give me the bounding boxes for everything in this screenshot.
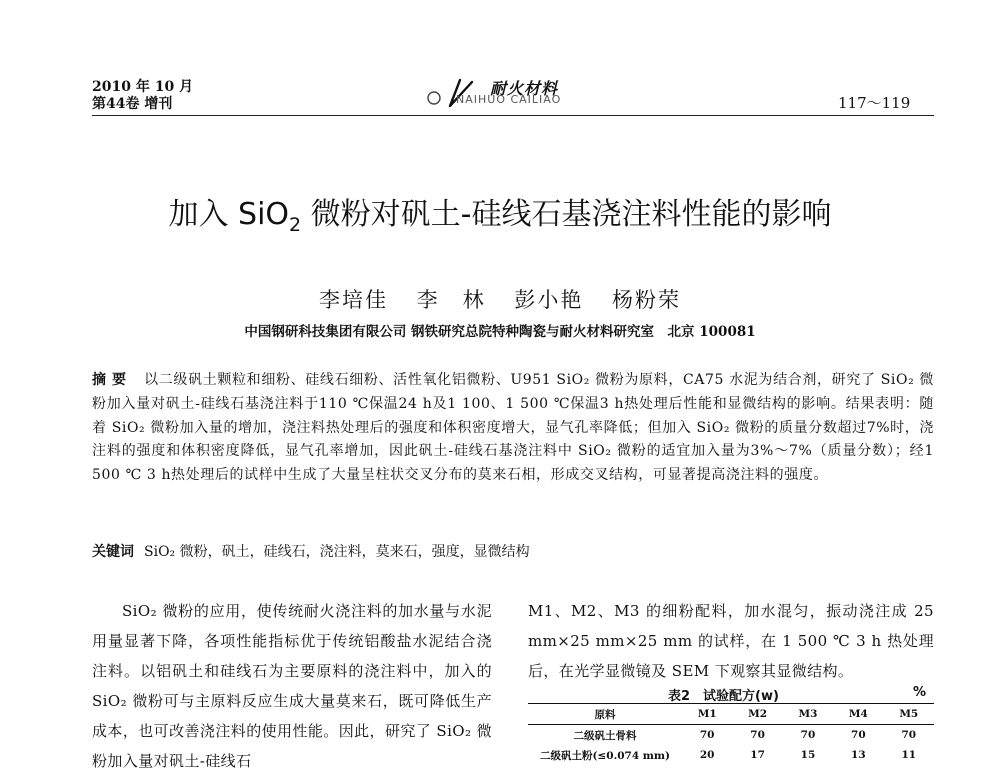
table-caption-text: 表2 试验配方(w) [668,689,779,704]
table-cell: 13 [851,749,866,761]
journal-issue-info [92,79,193,113]
table-cell: 15 [800,749,816,761]
keywords-label: 关键词 [92,544,134,560]
table-cell: 70 [851,729,866,741]
table-cell: 70 [699,729,715,741]
table-row [528,725,934,746]
formulation-table [528,703,934,765]
table-header-cell: 原料 [594,708,616,721]
table-cell: 11 [901,749,917,761]
keywords-text: SiO₂ 微粉，矾土，硅线石，浇注料，莫来石，强度，显微结构 [144,544,530,560]
title-part-1: 加入 SiO [168,197,290,232]
journal-logo-subtitle: NAIHUO CAILIAO [456,93,562,106]
table-unit: % [912,685,926,700]
table-cell: 二级矾土骨料 [573,729,637,742]
journal-volume: 第44卷 增刊 [92,96,173,112]
table-header-cell: M5 [899,708,919,720]
table-header-cell: M4 [848,708,868,720]
body-text-left-column: SiO₂ 微粉的应用，使传统耐火浇注料的加水量与水泥用量显著下降，各项性能指标优于传统铝酸盐水泥结合浇注料。以铝矾土和硅线石为主要原料的浇注料中，加入的 SiO₂ 微粉可与主原料反应生成大量莫来石，既可降低生产成本，也可改善浇注料的使用性能。因此，研究了 SiO₂ 微粉加入量对矾土-硅线石 [92,602,492,770]
affiliation: 中国钢研科技集团有限公司 钢铁研究总院特种陶瓷与耐火材料研究室 北京 100081 [244,324,756,340]
table-header-cell: M1 [697,708,717,720]
author-name: 杨粉荣 [612,288,682,312]
paper-title [40,197,960,243]
journal-logo [420,76,610,110]
table-header-cell: M2 [748,708,768,720]
title-part-2: 微粉对矾土-硅线石基浇注料性能的影响 [301,197,832,232]
table-row [528,745,934,765]
journal-date: 2010 年 10 月 [92,79,194,95]
table-cell: 70 [750,729,765,741]
table-cell: 二级矾土粉(≤0.074 mm) [540,749,670,762]
table-cell: 70 [800,729,816,741]
table-header-cell: M3 [798,708,818,720]
author-name: 李 林 [416,288,486,312]
abstract-label: 摘要 [92,372,133,388]
author-list [40,284,960,314]
author-name: 彭小艳 [514,288,584,312]
author-name: 李培佳 [318,288,388,312]
table-cell: 20 [699,749,715,761]
abstract-text: 以二级矾土颗粒和细粉、硅线石细粉、活性氧化铝微粉、U951 SiO₂ 微粉为原料，CA75 水泥为结合剂，研究了 SiO₂ 微粉加入量对矾土-硅线石基浇注料于110 ℃保温24 h及1 100、1 500 ℃保温3 h热处理后性能和显微结构的影响。结果表明：随着 SiO₂ 微粉加入量的增加，浇注料热处理后的强度和体积密度增大，显气孔率降低；但加入 SiO₂ 微粉的质量分数超过7%时，浇注料的强度和体积密度降低，显气孔率增加，因此矾土-硅线石基浇注料中 SiO₂ 微粉的适宜加入量为3%～7%（质量分数）；经1 500 ℃ 3 h热处理后的试样中生成了大量呈柱状交叉分布的莫来石相，形成交叉结构，可显著提高浇注料的强度。 [92,372,934,484]
title-subscript: 2 [289,214,302,236]
journal-logo-title: 耐火材料 [490,79,559,98]
table-cell: 70 [901,729,917,741]
table-cell: 17 [750,749,765,761]
keywords [92,541,934,563]
abstract [92,369,934,488]
body-text-right-column: M1、M2、M3 的细粉配料，加水混匀，振动浇注成 25 mm×25 mm×25 mm 的试样，在 1 500 ℃ 3 h 热处理后，在光学显微镜及 SEM 下观察其显微结构。 [528,602,934,680]
header-rule [92,115,934,116]
page-range: 117～119 [838,94,911,112]
table-header-row [528,704,934,725]
